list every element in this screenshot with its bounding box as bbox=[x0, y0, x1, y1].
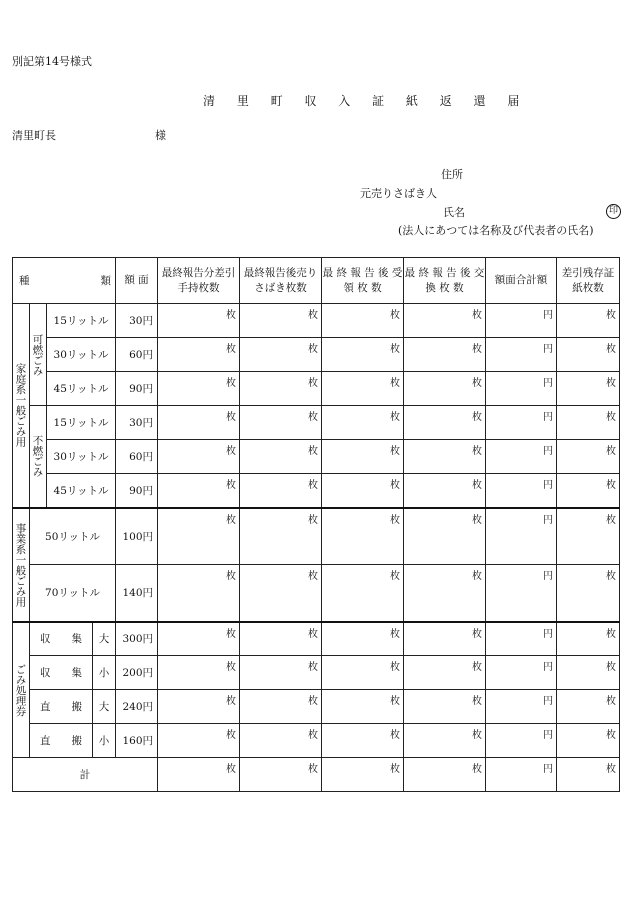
cell-col6[interactable]: 枚 bbox=[557, 338, 620, 372]
cell-col5[interactable]: 円 bbox=[486, 622, 557, 656]
table-row bbox=[13, 622, 620, 656]
cell-col4[interactable]: 枚 bbox=[404, 758, 486, 792]
cell-col2[interactable]: 枚 bbox=[240, 622, 322, 656]
row-price: 60円 bbox=[116, 440, 158, 474]
cell-col6[interactable]: 枚 bbox=[557, 758, 620, 792]
group-ticket-label: ごみ処理券 bbox=[14, 663, 27, 716]
cell-col6[interactable]: 枚 bbox=[557, 474, 620, 508]
cell-col3[interactable]: 枚 bbox=[322, 508, 404, 565]
cell-col3[interactable]: 枚 bbox=[322, 372, 404, 406]
cell-col5[interactable]: 円 bbox=[486, 440, 557, 474]
cell-col6[interactable]: 枚 bbox=[557, 508, 620, 565]
row-price: 30円 bbox=[116, 304, 158, 338]
cell-col1[interactable]: 枚 bbox=[158, 474, 240, 508]
cell-col2[interactable]: 枚 bbox=[240, 338, 322, 372]
row-price: 240円 bbox=[116, 690, 158, 724]
table-row bbox=[13, 724, 620, 758]
corporation-note: (法人にあつては名称及び代表者の氏名) bbox=[398, 224, 594, 237]
cell-col1[interactable]: 枚 bbox=[158, 565, 240, 622]
cell-col1[interactable]: 枚 bbox=[158, 372, 240, 406]
cell-col3[interactable]: 枚 bbox=[322, 304, 404, 338]
cell-col2[interactable]: 枚 bbox=[240, 474, 322, 508]
cell-col4[interactable]: 枚 bbox=[404, 372, 486, 406]
cell-col1[interactable]: 枚 bbox=[158, 304, 240, 338]
cell-col2[interactable]: 枚 bbox=[240, 304, 322, 338]
cell-col4[interactable]: 枚 bbox=[404, 338, 486, 372]
cell-col1[interactable]: 枚 bbox=[158, 656, 240, 690]
address-label: 住所 bbox=[441, 168, 463, 181]
row-size: 小 bbox=[93, 656, 116, 690]
row-price: 90円 bbox=[116, 372, 158, 406]
form-number: 別記第14号様式 bbox=[12, 55, 92, 68]
cell-col1[interactable]: 枚 bbox=[158, 338, 240, 372]
cell-col1[interactable]: 枚 bbox=[158, 440, 240, 474]
row-label: 直 搬 bbox=[30, 724, 93, 758]
table-row bbox=[13, 372, 620, 406]
cell-col4[interactable]: 枚 bbox=[404, 565, 486, 622]
row-price: 140円 bbox=[116, 565, 158, 622]
cell-col1[interactable]: 枚 bbox=[158, 758, 240, 792]
col5-header: 額面合計額 bbox=[486, 258, 557, 304]
group-nonburnable bbox=[30, 406, 47, 508]
row-price: 100円 bbox=[116, 508, 158, 565]
cell-col6[interactable]: 枚 bbox=[557, 656, 620, 690]
group-burnable bbox=[30, 304, 47, 406]
cell-col1[interactable]: 枚 bbox=[158, 724, 240, 758]
cell-col4[interactable]: 枚 bbox=[404, 474, 486, 508]
table-row bbox=[13, 440, 620, 474]
table-row bbox=[13, 690, 620, 724]
col1-header: 最終報告分差引手持枚数 bbox=[158, 258, 240, 304]
cell-col6[interactable]: 枚 bbox=[557, 440, 620, 474]
cell-col4[interactable]: 枚 bbox=[404, 622, 486, 656]
table-row bbox=[13, 565, 620, 622]
kind-header-right: 類 bbox=[100, 275, 111, 287]
group-ticket bbox=[13, 622, 30, 758]
cell-col5[interactable]: 円 bbox=[486, 372, 557, 406]
cell-col5[interactable]: 円 bbox=[486, 656, 557, 690]
cell-col3[interactable]: 枚 bbox=[322, 622, 404, 656]
total-row bbox=[13, 758, 620, 792]
row-size: 大 bbox=[93, 622, 116, 656]
row-price: 60円 bbox=[116, 338, 158, 372]
col4-header: 最 終 報 告 後 交 換 枚 数 bbox=[404, 258, 486, 304]
cell-col2[interactable]: 枚 bbox=[240, 406, 322, 440]
cell-col2[interactable]: 枚 bbox=[240, 724, 322, 758]
cell-col5[interactable]: 円 bbox=[486, 758, 557, 792]
cell-col3[interactable]: 枚 bbox=[322, 690, 404, 724]
cell-col4[interactable]: 枚 bbox=[404, 304, 486, 338]
addressee: 清里町長 bbox=[12, 129, 56, 142]
cell-col6[interactable]: 枚 bbox=[557, 406, 620, 440]
group-nonburnable-label: 不燃ごみ bbox=[31, 435, 44, 478]
row-size: 小 bbox=[93, 724, 116, 758]
addressee-honorific: 様 bbox=[155, 129, 166, 142]
row-label: 収 集 bbox=[30, 622, 93, 656]
table-row bbox=[13, 474, 620, 508]
col6-header: 差引残存証紙枚数 bbox=[557, 258, 620, 304]
cell-col2[interactable]: 枚 bbox=[240, 656, 322, 690]
kind-header-left: 種 bbox=[19, 275, 30, 287]
return-table bbox=[12, 257, 620, 792]
row-label: 15リットル bbox=[47, 304, 116, 338]
cell-col2[interactable]: 枚 bbox=[240, 565, 322, 622]
cell-col2[interactable]: 枚 bbox=[240, 690, 322, 724]
cell-col5[interactable]: 円 bbox=[486, 338, 557, 372]
kind-header bbox=[13, 258, 116, 304]
cell-col3[interactable]: 枚 bbox=[322, 406, 404, 440]
table-row bbox=[13, 406, 620, 440]
table-row bbox=[13, 656, 620, 690]
group-business bbox=[13, 508, 30, 622]
row-label: 30リットル bbox=[47, 338, 116, 372]
row-label: 15リットル bbox=[47, 406, 116, 440]
cell-col4[interactable]: 枚 bbox=[404, 508, 486, 565]
seal-mark: 印 bbox=[606, 204, 621, 219]
cell-col6[interactable]: 枚 bbox=[557, 622, 620, 656]
cell-col4[interactable]: 枚 bbox=[404, 724, 486, 758]
cell-col2[interactable]: 枚 bbox=[240, 508, 322, 565]
cell-col3[interactable]: 枚 bbox=[322, 474, 404, 508]
cell-col2[interactable]: 枚 bbox=[240, 440, 322, 474]
cell-col5[interactable]: 円 bbox=[486, 508, 557, 565]
group-burnable-label: 可燃ごみ bbox=[31, 333, 44, 376]
cell-col1[interactable]: 枚 bbox=[158, 406, 240, 440]
col3-header: 最 終 報 告 後 受 領 枚 数 bbox=[322, 258, 404, 304]
amount-header: 額 面 bbox=[116, 258, 158, 304]
cell-col4[interactable]: 枚 bbox=[404, 406, 486, 440]
table-row bbox=[13, 304, 620, 338]
name-label: 氏名 bbox=[443, 206, 465, 219]
cell-col5[interactable]: 円 bbox=[486, 474, 557, 508]
cell-col1[interactable]: 枚 bbox=[158, 508, 240, 565]
row-size: 大 bbox=[93, 690, 116, 724]
col2-header: 最終報告後売りさばき枚数 bbox=[240, 258, 322, 304]
cell-col6[interactable]: 枚 bbox=[557, 304, 620, 338]
cell-col3[interactable]: 枚 bbox=[322, 724, 404, 758]
row-price: 30円 bbox=[116, 406, 158, 440]
cell-col1[interactable]: 枚 bbox=[158, 622, 240, 656]
row-label: 45リットル bbox=[47, 474, 116, 508]
cell-col4[interactable]: 枚 bbox=[404, 690, 486, 724]
row-price: 200円 bbox=[116, 656, 158, 690]
cell-col2[interactable]: 枚 bbox=[240, 372, 322, 406]
seller-label: 元売りさばき人 bbox=[360, 187, 437, 200]
row-label: 30リットル bbox=[47, 440, 116, 474]
group-business-label: 事業系一般ごみ用 bbox=[14, 522, 27, 607]
cell-col3[interactable]: 枚 bbox=[322, 758, 404, 792]
table-row bbox=[13, 338, 620, 372]
row-label: 50リットル bbox=[30, 508, 116, 565]
cell-col5[interactable]: 円 bbox=[486, 690, 557, 724]
cell-col3[interactable]: 枚 bbox=[322, 338, 404, 372]
group-household bbox=[13, 304, 30, 508]
row-price: 90円 bbox=[116, 474, 158, 508]
total-label: 計 bbox=[13, 758, 158, 792]
cell-col6[interactable]: 枚 bbox=[557, 690, 620, 724]
row-label: 70リットル bbox=[30, 565, 116, 622]
page-title: 清 里 町 収 入 証 紙 返 還 届 bbox=[203, 94, 529, 108]
cell-col5[interactable]: 円 bbox=[486, 724, 557, 758]
group-household-label: 家庭系一般ごみ用 bbox=[14, 363, 27, 448]
cell-col3[interactable]: 枚 bbox=[322, 656, 404, 690]
cell-col6[interactable]: 枚 bbox=[557, 724, 620, 758]
row-label: 収 集 bbox=[30, 656, 93, 690]
cell-col1[interactable]: 枚 bbox=[158, 690, 240, 724]
row-label: 直 搬 bbox=[30, 690, 93, 724]
row-price: 300円 bbox=[116, 622, 158, 656]
cell-col4[interactable]: 枚 bbox=[404, 656, 486, 690]
row-price: 160円 bbox=[116, 724, 158, 758]
cell-col4[interactable]: 枚 bbox=[404, 440, 486, 474]
cell-col6[interactable]: 枚 bbox=[557, 372, 620, 406]
header-row bbox=[13, 258, 620, 304]
cell-col5[interactable]: 円 bbox=[486, 304, 557, 338]
table-row bbox=[13, 508, 620, 565]
cell-col3[interactable]: 枚 bbox=[322, 440, 404, 474]
cell-col5[interactable]: 円 bbox=[486, 565, 557, 622]
row-label: 45リットル bbox=[47, 372, 116, 406]
cell-col5[interactable]: 円 bbox=[486, 406, 557, 440]
cell-col6[interactable]: 枚 bbox=[557, 565, 620, 622]
cell-col3[interactable]: 枚 bbox=[322, 565, 404, 622]
cell-col2[interactable]: 枚 bbox=[240, 758, 322, 792]
